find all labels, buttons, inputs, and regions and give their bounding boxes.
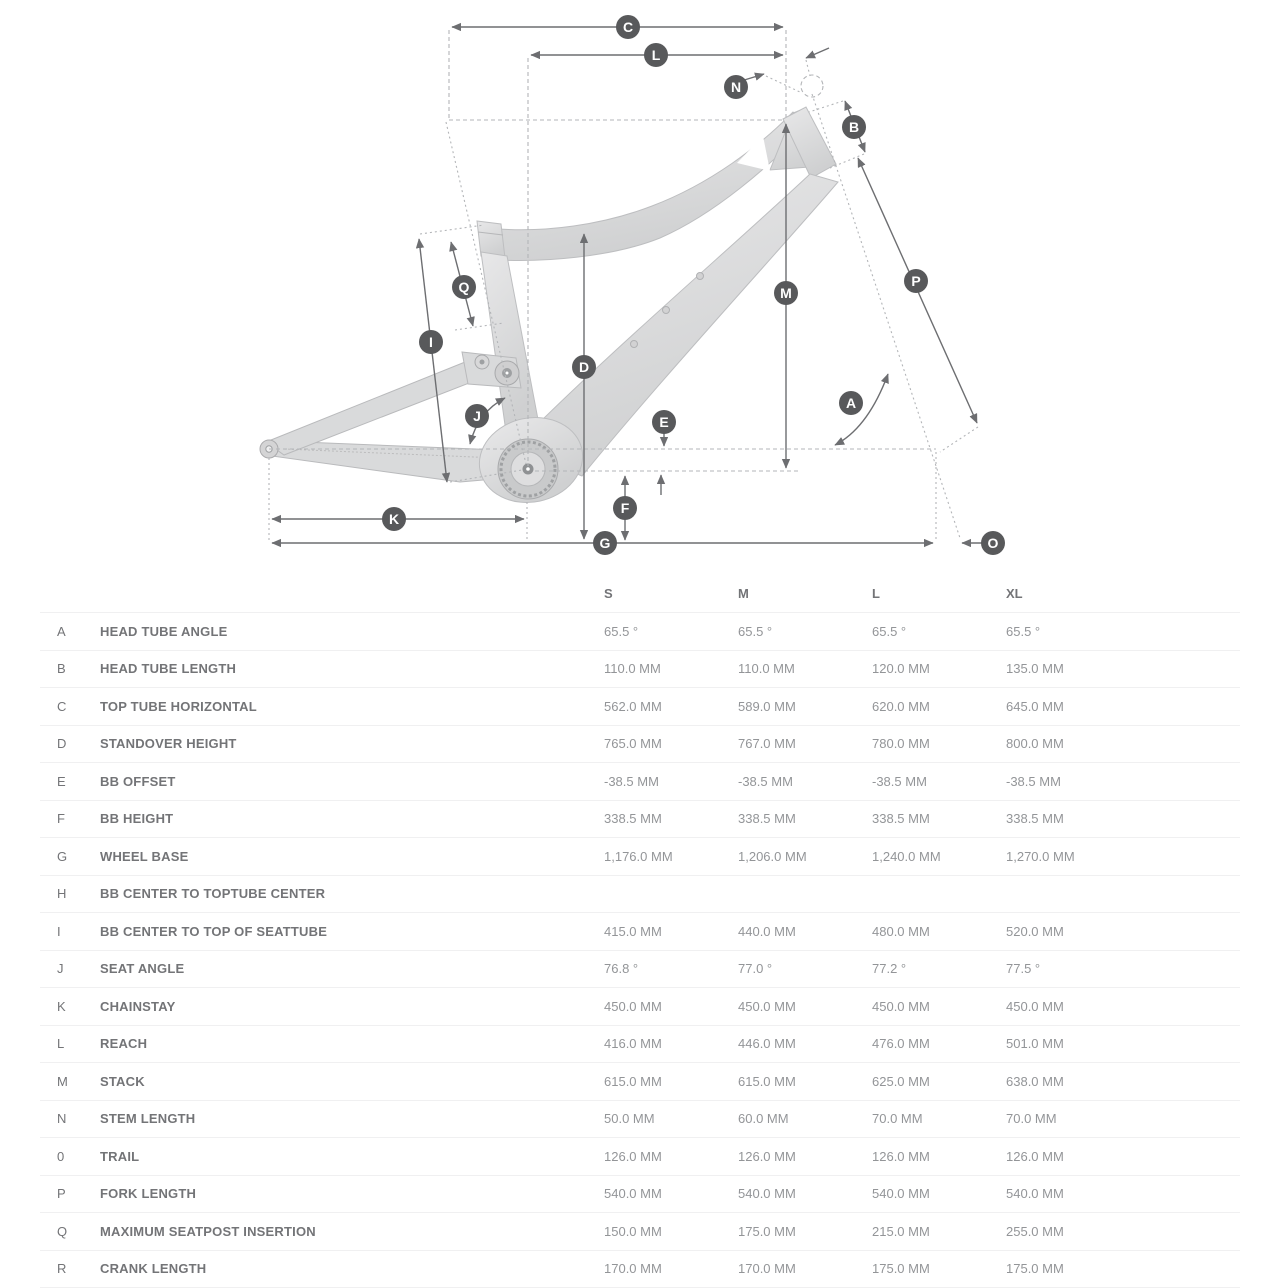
seat-tube: [481, 252, 540, 430]
table-row: [40, 1213, 1240, 1251]
table-row: [40, 1251, 1240, 1288]
row-label: CHAINSTAY: [100, 999, 604, 1014]
row-value-xl: 135.0 MM: [1006, 661, 1140, 676]
table-row: [40, 1138, 1240, 1176]
diagram-label-f: [613, 496, 637, 520]
table-header-row: [40, 574, 1240, 613]
row-value-l: 480.0 MM: [872, 924, 1006, 939]
row-label: HEAD TUBE LENGTH: [100, 661, 604, 676]
row-value-m: 440.0 MM: [738, 924, 872, 939]
row-value-m: 110.0 MM: [738, 661, 872, 676]
row-value-l: -38.5 MM: [872, 774, 1006, 789]
row-value-l: 450.0 MM: [872, 999, 1006, 1014]
row-value-m: -38.5 MM: [738, 774, 872, 789]
bike-geometry-diagram: [0, 0, 1280, 574]
row-letter: F: [40, 811, 100, 826]
row-letter: B: [40, 661, 100, 676]
diagram-label-b: [842, 115, 866, 139]
row-letter: 0: [40, 1149, 100, 1164]
row-value-xl: 126.0 MM: [1006, 1149, 1140, 1164]
svg-text:M: M: [780, 285, 792, 301]
diagram-label-c: [616, 15, 640, 39]
row-letter: I: [40, 924, 100, 939]
svg-text:P: P: [911, 273, 920, 289]
row-label: HEAD TUBE ANGLE: [100, 624, 604, 639]
row-value-l: 338.5 MM: [872, 811, 1006, 826]
diagram-label-a: [839, 391, 863, 415]
row-value-xl: 70.0 MM: [1006, 1111, 1140, 1126]
row-value-l: 65.5 °: [872, 624, 1006, 639]
row-value-xl: 1,270.0 MM: [1006, 849, 1140, 864]
table-row: [40, 913, 1240, 951]
row-value-xl: 520.0 MM: [1006, 924, 1140, 939]
row-value-m: 175.0 MM: [738, 1224, 872, 1239]
row-value-m: 450.0 MM: [738, 999, 872, 1014]
row-letter: A: [40, 624, 100, 639]
diagram-label-g: [593, 531, 617, 555]
bb-center: [526, 467, 530, 471]
row-value-s: 1,176.0 MM: [604, 849, 738, 864]
row-value-m: 65.5 °: [738, 624, 872, 639]
table-row: [40, 951, 1240, 989]
row-value-xl: -38.5 MM: [1006, 774, 1140, 789]
row-value-xl: 175.0 MM: [1006, 1261, 1140, 1276]
row-letter: C: [40, 699, 100, 714]
diagram-label-m: [774, 281, 798, 305]
stem-clamp-outline: [801, 75, 823, 97]
dim-bb-to-seattube-top: [419, 239, 447, 482]
diagram-label-d: [572, 355, 596, 379]
row-label: BB CENTER TO TOPTUBE CENTER: [100, 886, 604, 901]
row-value-s: 540.0 MM: [604, 1186, 738, 1201]
table-row: [40, 726, 1240, 764]
row-value-m: 338.5 MM: [738, 811, 872, 826]
row-value-l: 540.0 MM: [872, 1186, 1006, 1201]
row-value-xl: 77.5 °: [1006, 961, 1140, 976]
row-value-m: 1,206.0 MM: [738, 849, 872, 864]
table-row: [40, 838, 1240, 876]
svg-text:E: E: [659, 414, 668, 430]
header-size-l: L: [872, 586, 1006, 601]
row-value-l: 70.0 MM: [872, 1111, 1006, 1126]
row-value-xl: 255.0 MM: [1006, 1224, 1140, 1239]
row-value-s: -38.5 MM: [604, 774, 738, 789]
row-letter: D: [40, 736, 100, 751]
row-value-l: 175.0 MM: [872, 1261, 1006, 1276]
row-label: STANDOVER HEIGHT: [100, 736, 604, 751]
row-value-l: 215.0 MM: [872, 1224, 1006, 1239]
row-label: REACH: [100, 1036, 604, 1051]
table-row: [40, 1176, 1240, 1214]
row-value-s: 450.0 MM: [604, 999, 738, 1014]
row-value-s: 765.0 MM: [604, 736, 738, 751]
table-row: [40, 876, 1240, 914]
table-row: [40, 763, 1240, 801]
header-size-xl: XL: [1006, 586, 1140, 601]
row-value-m: 77.0 °: [738, 961, 872, 976]
row-label: FORK LENGTH: [100, 1186, 604, 1201]
row-label: WHEEL BASE: [100, 849, 604, 864]
row-value-l: 120.0 MM: [872, 661, 1006, 676]
row-value-xl: 501.0 MM: [1006, 1036, 1140, 1051]
table-row: [40, 1101, 1240, 1139]
geometry-table: [40, 574, 1240, 1288]
svg-text:K: K: [389, 511, 399, 527]
row-value-l: 1,240.0 MM: [872, 849, 1006, 864]
row-value-m: 615.0 MM: [738, 1074, 872, 1089]
row-letter: H: [40, 886, 100, 901]
row-value-l: 625.0 MM: [872, 1074, 1006, 1089]
svg-text:G: G: [600, 535, 611, 551]
row-label: TRAIL: [100, 1149, 604, 1164]
dim-stem-length-b: [806, 48, 829, 58]
diagram-label-k: [382, 507, 406, 531]
row-letter: R: [40, 1261, 100, 1276]
diagram-label-i: [419, 330, 443, 354]
row-value-l: 77.2 °: [872, 961, 1006, 976]
row-value-s: 50.0 MM: [604, 1111, 738, 1126]
row-value-l: 780.0 MM: [872, 736, 1006, 751]
row-value-s: 415.0 MM: [604, 924, 738, 939]
row-value-xl: 540.0 MM: [1006, 1186, 1140, 1201]
row-value-l: 476.0 MM: [872, 1036, 1006, 1051]
row-value-s: 562.0 MM: [604, 699, 738, 714]
row-label: STEM LENGTH: [100, 1111, 604, 1126]
row-label: CRANK LENGTH: [100, 1261, 604, 1276]
row-value-s: 110.0 MM: [604, 661, 738, 676]
row-value-s: 150.0 MM: [604, 1224, 738, 1239]
row-value-s: 76.8 °: [604, 961, 738, 976]
diagram-label-q: [452, 275, 476, 299]
row-label: STACK: [100, 1074, 604, 1089]
svg-text:O: O: [988, 535, 999, 551]
link-pivot-bolt: [480, 360, 485, 365]
row-value-s: 170.0 MM: [604, 1261, 738, 1276]
row-value-m: 126.0 MM: [738, 1149, 872, 1164]
row-value-xl: 65.5 °: [1006, 624, 1140, 639]
diagram-label-e: [652, 410, 676, 434]
row-value-m: 170.0 MM: [738, 1261, 872, 1276]
row-label: BB OFFSET: [100, 774, 604, 789]
table-row: [40, 651, 1240, 689]
table-body: [40, 613, 1240, 1288]
table-row: [40, 1063, 1240, 1101]
row-value-m: 589.0 MM: [738, 699, 872, 714]
chainstay-tube: [272, 441, 506, 482]
table-row: [40, 988, 1240, 1026]
row-value-l: 620.0 MM: [872, 699, 1006, 714]
row-value-xl: 645.0 MM: [1006, 699, 1140, 714]
row-value-m: 446.0 MM: [738, 1036, 872, 1051]
svg-text:B: B: [849, 119, 859, 135]
header-size-s: S: [604, 586, 738, 601]
header-size-m: M: [738, 586, 872, 601]
table-row: [40, 801, 1240, 839]
row-value-s: 126.0 MM: [604, 1149, 738, 1164]
row-value-xl: 338.5 MM: [1006, 811, 1140, 826]
cable-guide: [697, 273, 704, 280]
row-value-m: 60.0 MM: [738, 1111, 872, 1126]
row-value-s: 338.5 MM: [604, 811, 738, 826]
svg-text:N: N: [731, 79, 741, 95]
row-value-xl: 450.0 MM: [1006, 999, 1140, 1014]
row-letter: J: [40, 961, 100, 976]
row-value-s: 615.0 MM: [604, 1074, 738, 1089]
svg-text:A: A: [846, 395, 856, 411]
row-value-xl: 800.0 MM: [1006, 736, 1140, 751]
cable-guide: [631, 341, 638, 348]
row-letter: E: [40, 774, 100, 789]
row-label: MAXIMUM SEATPOST INSERTION: [100, 1224, 604, 1239]
row-letter: N: [40, 1111, 100, 1126]
row-value-m: 767.0 MM: [738, 736, 872, 751]
table-row: [40, 688, 1240, 726]
row-label: BB CENTER TO TOP OF SEATTUBE: [100, 924, 604, 939]
row-letter: L: [40, 1036, 100, 1051]
row-value-s: 65.5 °: [604, 624, 738, 639]
row-value-m: 540.0 MM: [738, 1186, 872, 1201]
diagram-label-j: [465, 404, 489, 428]
row-label: BB HEIGHT: [100, 811, 604, 826]
table-row: [40, 1026, 1240, 1064]
svg-text:D: D: [579, 359, 589, 375]
row-label: SEAT ANGLE: [100, 961, 604, 976]
diagram-label-n: [724, 75, 748, 99]
row-letter: M: [40, 1074, 100, 1089]
row-value-s: 416.0 MM: [604, 1036, 738, 1051]
svg-text:F: F: [621, 500, 630, 516]
bike-frame-illustration: [260, 107, 838, 512]
svg-text:Q: Q: [459, 279, 470, 295]
seatstay-tube: [266, 356, 500, 455]
cable-guide: [663, 307, 670, 314]
svg-text:L: L: [652, 47, 661, 63]
main-pivot-center: [506, 372, 509, 375]
row-value-l: 126.0 MM: [872, 1149, 1006, 1164]
table-row: [40, 613, 1240, 651]
diagram-label-l: [644, 43, 668, 67]
svg-text:J: J: [473, 408, 481, 424]
row-letter: K: [40, 999, 100, 1014]
row-value-xl: 638.0 MM: [1006, 1074, 1140, 1089]
diagram-label-p: [904, 269, 928, 293]
row-letter: G: [40, 849, 100, 864]
diagram-label-o: [981, 531, 1005, 555]
svg-text:I: I: [429, 334, 433, 350]
row-letter: Q: [40, 1224, 100, 1239]
row-label: TOP TUBE HORIZONTAL: [100, 699, 604, 714]
row-letter: P: [40, 1186, 100, 1201]
svg-text:C: C: [623, 19, 633, 35]
